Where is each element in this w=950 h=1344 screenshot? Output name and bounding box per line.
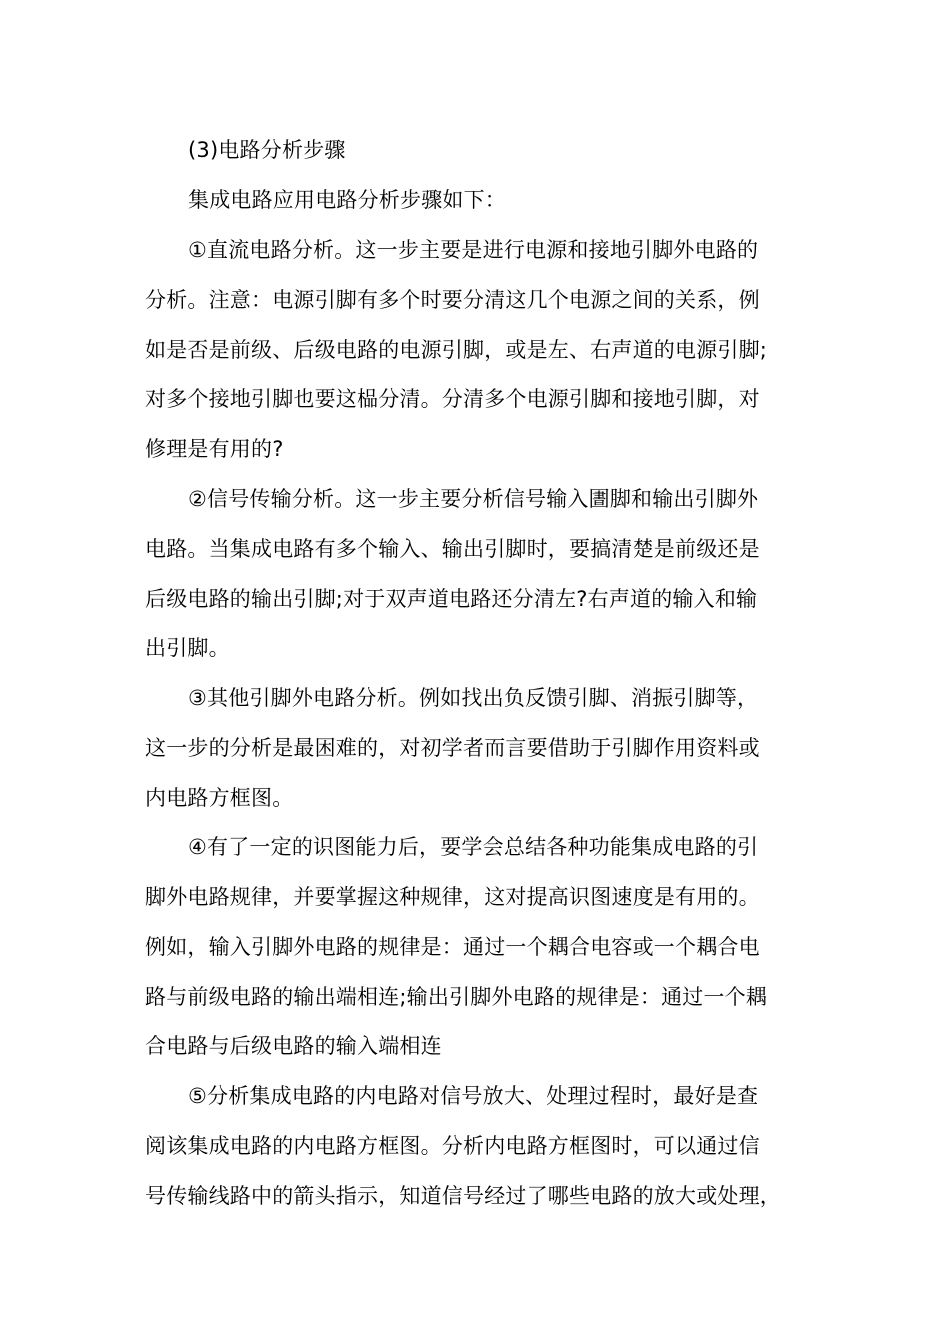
- paragraph-line: 这一步的分析是最困难的，对初学者而言要借助于引脚作用资料或: [145, 736, 760, 760]
- paragraph-line: ①直流电路分析。这一步主要是进行电源和接地引脚外电路的: [188, 238, 759, 262]
- paragraph-line: ⑤分析集成电路的内电路对信号放大、处理过程时，最好是查: [188, 1084, 759, 1108]
- paragraph-line: 集成电路应用电路分析步骤如下：: [188, 188, 506, 212]
- paragraph-line: 合电路与后级电路的输入端相连: [145, 1034, 442, 1058]
- paragraph-line: 修理是有用的?: [145, 437, 284, 461]
- paragraph-line: 如是否是前级、后级电路的电源引脚，或是左、右声道的电源引脚;: [145, 338, 768, 362]
- paragraph-line: 出引脚。: [145, 636, 230, 660]
- section-heading: (3)电路分析步骤: [188, 138, 346, 162]
- paragraph-line: ③其他引脚外电路分析。例如找出负反馈引脚、消振引脚等，: [188, 686, 759, 710]
- paragraph-line: 电路。当集成电路有多个输入、输出引脚时，要搞清楚是前级还是: [145, 537, 760, 561]
- paragraph-line: 对多个接地引脚也要这榀分清。分清多个电源引脚和接地引脚，对: [145, 387, 760, 411]
- paragraph-line: 分析。注意：电源引脚有多个时要分清这几个电源之间的关系，例: [145, 288, 760, 312]
- paragraph-line: 内电路方框图。: [145, 786, 294, 810]
- paragraph-line: ④有了一定的识图能力后，要学会总结各种功能集成电路的引: [188, 835, 759, 859]
- paragraph-line: 后级电路的输出引脚;对于双声道电路还分清左?右声道的输入和输: [145, 587, 758, 611]
- paragraph-line: 路与前级电路的输出端相连;输出引脚外电路的规律是：通过一个耦: [145, 985, 768, 1009]
- paragraph-line: 脚外电路规律，并要掌握这种规律，这对提高识图速度是有用的。: [145, 885, 760, 909]
- paragraph-line: ②信号传输分析。这一步主要分析信号输入圕脚和输出引脚外: [188, 487, 759, 511]
- paragraph-line: 阅该集成电路的内电路方框图。分析内电路方框图时，可以通过信: [145, 1134, 760, 1158]
- paragraph-line: 例如，输入引脚外电路的规律是：通过一个耦合电容或一个耦合电: [145, 935, 760, 959]
- paragraph-line: 号传输线路中的箭头指示，知道信号经过了哪些电路的放大或处理，: [145, 1184, 781, 1208]
